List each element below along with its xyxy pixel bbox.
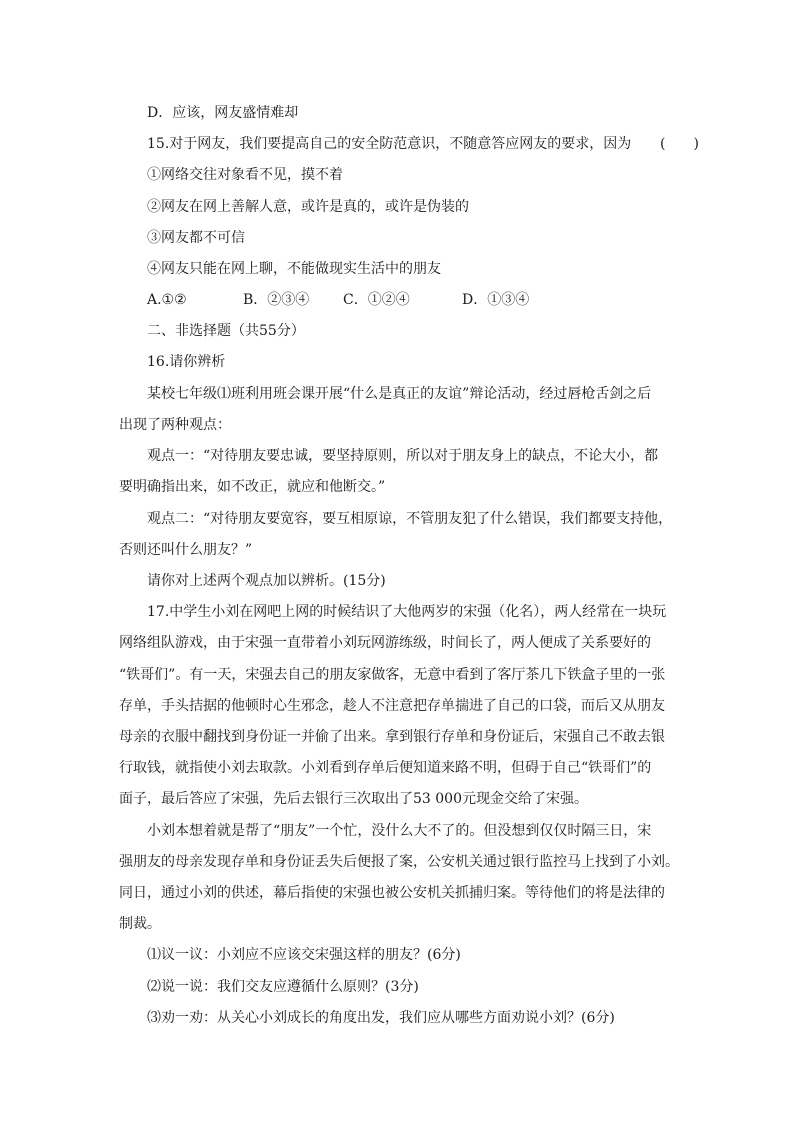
section2-title: 二、非选择题（共55分）	[147, 323, 305, 339]
q17-text-line: 制裁。	[119, 916, 161, 932]
q17-text-line: 网络组队游戏，由于宋强一直带着小刘玩网游练级，时间长了，两人便成了关系要好的	[119, 635, 651, 651]
q17-sub-2: ⑵说一说：我们交友应遵循什么原则？(3分)	[147, 979, 419, 995]
q17-text-line: “铁哥们”。有一天，宋强去自己的朋友家做客，无意中看到了客厅茶几下铁盒子里的一张	[119, 667, 666, 683]
q17-text-line: 母亲的衣服中翻找到身份证一并偷了出来。拿到银行存单和身份证后，宋强自己不敢去银	[119, 729, 665, 745]
q16-viewpoint-2-cont: 否则还叫什么朋友？”	[119, 542, 253, 558]
q15-option-d: D．①③④	[462, 292, 530, 308]
q16-viewpoint-1: 观点一：“对待朋友要忠诚，要坚持原则，所以对于朋友身上的缺点，不论大小，都	[147, 448, 659, 464]
q17-sub-3: ⑶劝一劝：从关心小刘成长的角度出发，我们应从哪些方面劝说小刘？(6分)	[147, 1010, 615, 1026]
q16-viewpoint-2: 观点二：“对待朋友要宽容，要互相原谅，不管朋友犯了什么错误，我们都要支持他，	[147, 511, 673, 527]
q17-text-line: 面子，最后答应了宋强，先后去银行三次取出了53 000元现金交给了宋强。	[119, 791, 588, 807]
q16-text-line: 某校七年级⑴班利用班会课开展“什么是真正的友谊”辩论活动，经过唇枪舌剑之后	[147, 386, 652, 402]
q15-item-1: ①网络交往对象看不见，摸不着	[147, 167, 343, 183]
q17-text-line: 行取钱，就指使小刘去取款。小刘看到存单后便知道来路不明，但碍于自己“铁哥们”的	[119, 760, 652, 776]
q17-sub-1: ⑴议一议：小刘应不应该交宋强这样的朋友？(6分)	[147, 947, 461, 963]
q14-option-d: D．应该，网友盛情难却	[147, 105, 299, 121]
q15-item-3: ③网友都不可信	[147, 230, 245, 246]
q15-option-b: B．②③④	[243, 292, 310, 308]
q16-title: 16.请你辨析	[147, 354, 226, 370]
q16-text-line: 出现了两种观点：	[119, 417, 231, 433]
q15-item-2: ②网友在网上善解人意，或许是真的，或许是伪装的	[147, 199, 469, 215]
q15-item-4: ④网友只能在网上聊，不能做现实生活中的朋友	[147, 261, 441, 277]
q15-option-c: C．①②④	[343, 292, 410, 308]
q15-option-a: A.①②	[147, 292, 187, 308]
q17-text-line: 小刘本想着就是帮了“朋友”一个忙，没什么大不了的。但没想到仅仅时隔三日，宋	[147, 823, 652, 839]
q15-stem: 15.对于网友，我们要提高自己的安全防范意识，不随意答应网友的要求，因为	[147, 136, 632, 152]
q17-text-line: 同日，通过小刘的供述，幕后指使的宋强也被公安机关抓捕归案。等待他们的将是法律的	[119, 885, 665, 901]
q16-instruction: 请你对上述两个观点加以辨析。(15分)	[147, 573, 386, 589]
q16-viewpoint-1-cont: 要明确指出来，如不改正，就应和他断交。”	[119, 479, 386, 495]
q15-answer-paren: ( )	[660, 136, 699, 152]
q17-text-line: 17.中学生小刘在网吧上网的时候结识了大他两岁的宋强（化名），两人经常在一块玩	[147, 604, 667, 620]
q17-text-line: 存单，手头拮据的他顿时心生邪念，趁人不注意把存单揣进了自己的口袋，而后又从朋友	[119, 698, 665, 714]
q17-text-line: 强朋友的母亲发现存单和身份证丢失后便报了案，公安机关通过银行监控马上找到了小刘。	[119, 854, 679, 870]
